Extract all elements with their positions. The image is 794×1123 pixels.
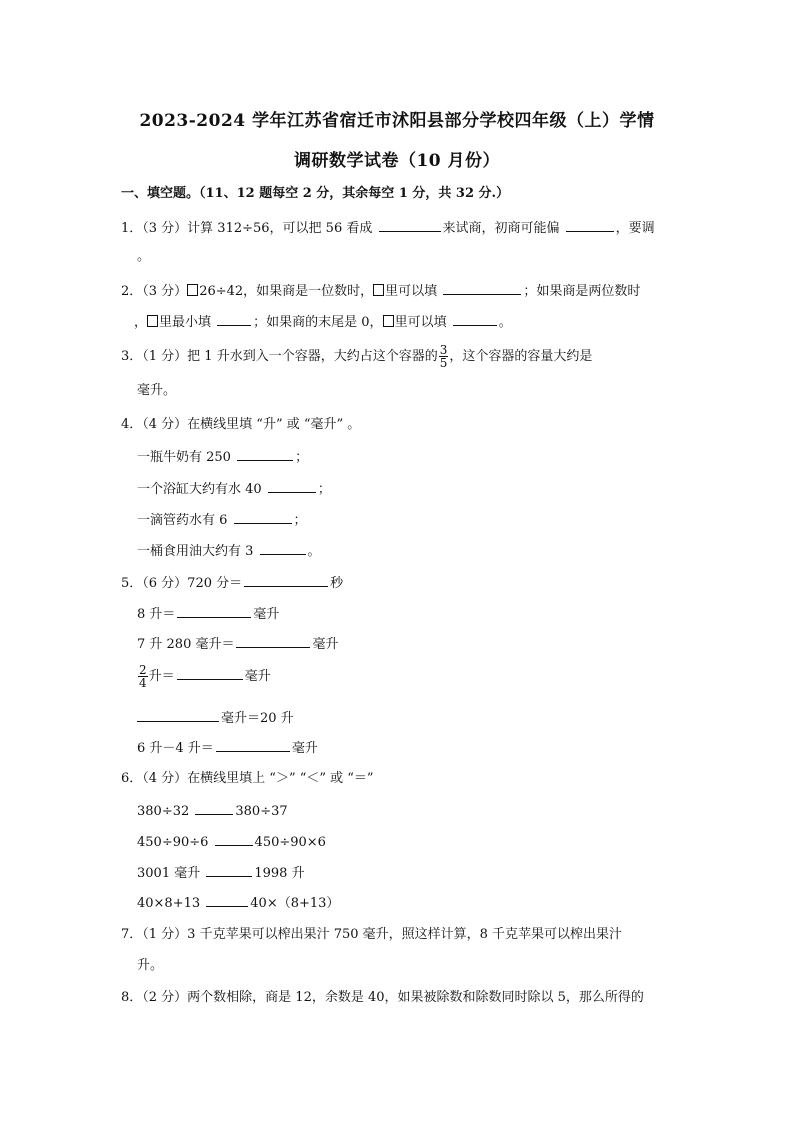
q4-blank-2[interactable]: [268, 479, 316, 493]
q4-item-3: [137, 510, 307, 530]
q1-text-b: 来试商，初商可能偏: [442, 221, 564, 236]
q6-item-1: [137, 801, 288, 821]
q6-item-4-left: 40×8+13: [137, 896, 205, 911]
q4-item-1: [137, 447, 308, 467]
q6-item-1-right: 380÷37: [235, 804, 288, 819]
question-3: [121, 344, 592, 369]
q5-item-3: [137, 634, 339, 654]
question-4: 4．（4 分）在横线里填 “升” 或 “毫升” 。: [121, 417, 361, 432]
q6-blank-1[interactable]: [195, 801, 233, 815]
box-icon: [383, 315, 394, 327]
question-5: [121, 573, 343, 593]
q6-item-2: [137, 832, 326, 852]
q4-item-3-text: 一滴管药水有 6: [137, 513, 232, 528]
q5-blank-6[interactable]: [216, 738, 290, 752]
q6-blank-4[interactable]: [206, 893, 248, 907]
q5-item-6: [137, 738, 318, 758]
q5-item-3-text: 7 升 280 毫升＝: [137, 637, 235, 652]
box-icon: [147, 315, 158, 327]
q1-text-c: ，要调: [615, 221, 655, 236]
q5-text-b: 秒: [330, 576, 344, 591]
q1-blank-1[interactable]: [379, 218, 441, 232]
box-icon: [187, 284, 198, 296]
q6-blank-3[interactable]: [206, 863, 252, 877]
q5-item-2-end: 毫升: [253, 607, 280, 622]
q6-item-4-right: 40×（8+13）: [250, 896, 340, 911]
question-1: [121, 218, 655, 238]
q4-item-2-text: 一个浴缸大约有水 40: [137, 482, 266, 497]
q3-text-a: 3．（1 分）把 1 升水到入一个容器，大约占这个容器的: [121, 349, 438, 364]
q5-item-5: [137, 708, 294, 728]
q5-fraction-num: 2: [139, 663, 147, 677]
question-6: 6．（4 分）在横线里填上 “＞” “＜” 或 “＝”: [121, 771, 374, 786]
q5-item-4: [137, 664, 271, 689]
q2-text-f: 里最小填: [159, 315, 216, 330]
q4-blank-4[interactable]: [260, 541, 306, 555]
q6-item-3: [137, 863, 305, 883]
q6-item-4: [137, 893, 339, 913]
q1-text-a: 1．（3 分）计算 312÷56，可以把 56 看成: [121, 221, 377, 236]
q4-item-3-end: ；: [293, 513, 307, 528]
question-8: 8．（2 分）两个数相除，商是 12，余数是 40，如果被除数和除数同时除以 5，那么所得的: [121, 990, 644, 1005]
q5-item-4-text: 升＝: [148, 669, 175, 684]
q5-item-6-text: 6 升－4 升＝: [137, 741, 214, 756]
q3-fraction: [439, 344, 449, 369]
question-7-cont: 升。: [137, 958, 164, 973]
q5-item-2-text: 8 升＝: [137, 607, 176, 622]
q2-text-a: 2．（3 分）: [121, 284, 188, 299]
box-icon: [373, 284, 384, 296]
q6-item-1-left: 380÷32: [137, 804, 194, 819]
q5-fraction: [138, 664, 148, 689]
q5-blank-4[interactable]: [177, 666, 243, 680]
q4-item-1-end: ；: [295, 450, 309, 465]
q6-item-3-right: 1998 升: [254, 866, 305, 881]
q4-blank-1[interactable]: [237, 447, 293, 461]
q6-item-3-left: 3001 毫升: [137, 866, 205, 881]
exam-title-line1: 2023-2024 学年江苏省宿迁市沭阳县部分学校四年级（上）学情: [139, 111, 655, 131]
q5-blank-5[interactable]: [137, 708, 219, 722]
question-3-cont: 毫升。: [137, 383, 177, 398]
q5-blank-2[interactable]: [177, 604, 251, 618]
q4-item-4-end: 。: [307, 544, 321, 559]
q5-item-3-end: 毫升: [312, 637, 339, 652]
q5-item-2: [137, 604, 279, 624]
q5-item-5-text: 毫升＝20 升: [221, 711, 294, 726]
q3-fraction-den: 5: [439, 356, 448, 370]
q2-blank-1[interactable]: [443, 281, 521, 295]
q4-item-4: [137, 541, 321, 561]
q2-text-e: ，: [134, 315, 148, 330]
q4-item-2-end: ；: [317, 482, 331, 497]
q4-blank-3[interactable]: [234, 510, 292, 524]
exam-title-line2: 调研数学试卷（10 月份）: [293, 151, 501, 171]
q2-text-h: 里可以填: [394, 315, 451, 330]
q2-text-c: 里可以填: [385, 284, 442, 299]
q5-item-4-end: 毫升: [244, 669, 271, 684]
q2-text-i: 。: [498, 315, 512, 330]
q5-text-a: 5．（6 分）720 分＝: [121, 576, 243, 591]
q2-blank-2[interactable]: [217, 312, 251, 326]
q6-blank-2[interactable]: [215, 832, 253, 846]
q4-item-2: [137, 479, 331, 499]
q6-item-2-left: 450÷90÷6: [137, 835, 213, 850]
q2-blank-3[interactable]: [453, 312, 497, 326]
q5-item-6-end: 毫升: [291, 741, 318, 756]
q4-item-1-text: 一瓶牛奶有 250: [137, 450, 236, 465]
q5-fraction-den: 4: [139, 676, 147, 690]
question-2-cont: [134, 312, 512, 332]
q3-text-b: ，这个容器的容量大约是: [449, 349, 593, 364]
section-heading-fill-blank: 一、填空题。（11、12 题每空 2 分，其余每空 1 分，共 32 分.）: [121, 186, 510, 201]
q3-fraction-num: 3: [439, 343, 448, 357]
question-2: [121, 281, 640, 301]
q6-item-2-right: 450÷90×6: [254, 835, 326, 850]
q5-blank-3[interactable]: [236, 634, 310, 648]
q1-blank-2[interactable]: [566, 218, 614, 232]
question-7: 7．（1 分）3 千克苹果可以榨出果汁 750 毫升，照这样计算，8 千克苹果可以榨出果汁: [121, 927, 623, 942]
q2-text-g: ；如果商的末尾是 0，: [253, 315, 383, 330]
q5-blank-1[interactable]: [244, 573, 328, 587]
q2-text-d: ；如果商是两位数时: [523, 284, 641, 299]
question-1-cont: 。: [137, 249, 151, 264]
q2-text-b: 26÷42，如果商是一位数时，: [199, 284, 374, 299]
q4-item-4-text: 一桶食用油大约有 3: [137, 544, 258, 559]
